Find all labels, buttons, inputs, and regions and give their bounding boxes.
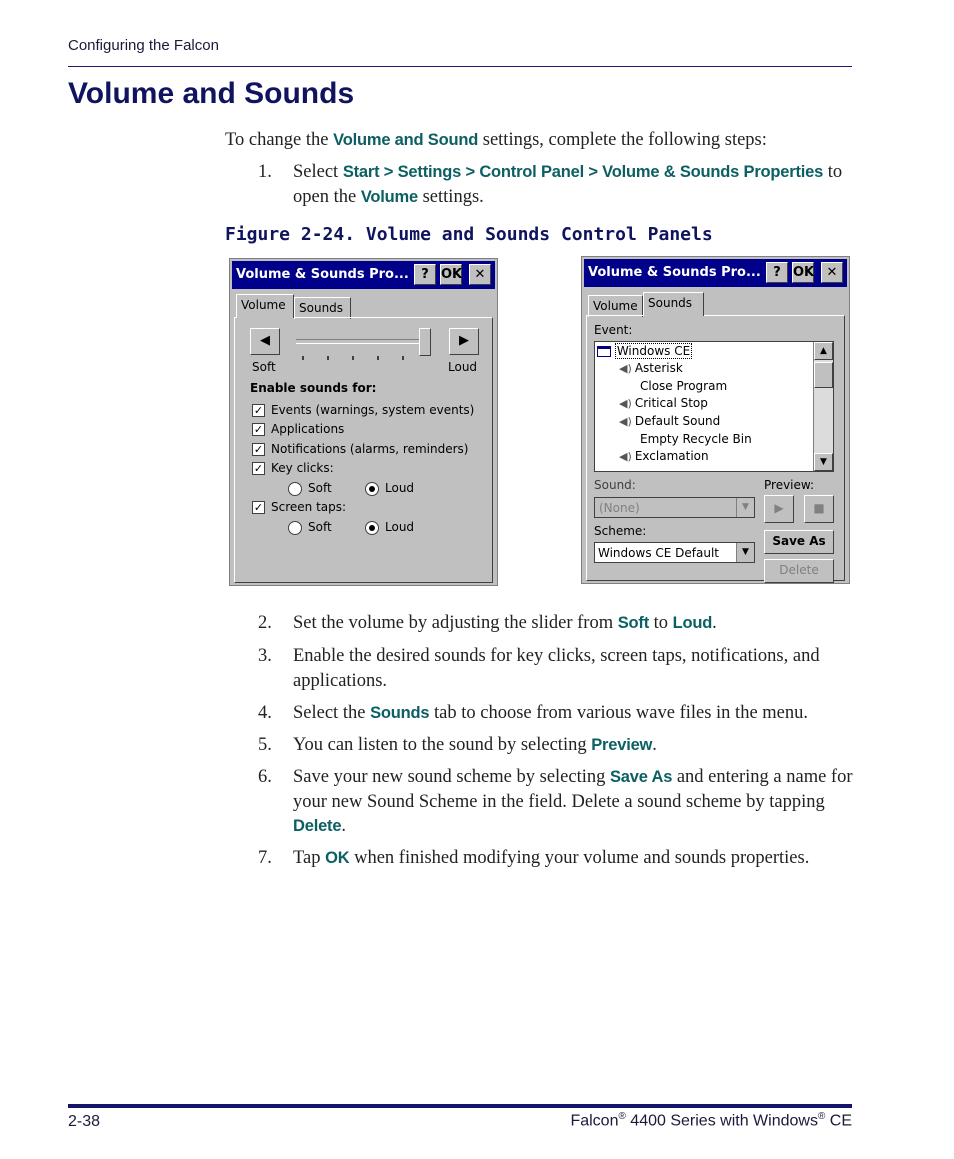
list-item-label: Windows CE	[616, 344, 691, 358]
scroll-down-icon[interactable]: ▼	[814, 453, 833, 471]
list-item-label: Critical Stop	[634, 396, 708, 410]
intro-keyword: Volume and Sound	[333, 131, 479, 149]
events-label: Events (warnings, system events)	[271, 403, 475, 417]
step-text-pre: Save your new sound scheme by selecting	[293, 767, 610, 787]
scheme-select-value: Windows CE Default	[598, 546, 720, 560]
key-clicks-soft-label: Soft	[308, 481, 332, 495]
volume-slider-thumb[interactable]	[419, 328, 431, 356]
close-button[interactable]: ✕	[821, 262, 843, 283]
footer-reg: ®	[817, 1111, 826, 1122]
save-as-button[interactable]: Save As	[764, 530, 834, 554]
step-text-pre: Set the volume by adjusting the slider from	[293, 613, 618, 633]
list-item-label: Asterisk	[634, 361, 683, 375]
step-keyword: OK	[325, 849, 350, 867]
key-clicks-checkbox[interactable]: ✓	[253, 462, 264, 475]
screen-taps-soft-radio[interactable]	[288, 521, 302, 535]
sound-select-value: (None)	[599, 501, 640, 515]
footer-rule	[68, 1104, 852, 1108]
step-number: 3.	[258, 646, 272, 666]
chevron-down-icon: ▼	[736, 498, 754, 517]
step-text-pre: Select the	[293, 703, 371, 723]
list-item[interactable]	[619, 396, 708, 410]
loud-label: Loud	[448, 360, 478, 374]
sound-select[interactable]	[594, 497, 755, 518]
sound-label: Sound:	[594, 478, 636, 492]
scheme-label: Scheme:	[594, 524, 647, 538]
ok-button[interactable]: OK	[792, 262, 814, 283]
step-text-mid: and entering a name for your new Sound Scheme in the field. Delete a sound scheme by tapping	[293, 767, 853, 812]
soft-label: Soft	[252, 360, 276, 374]
delete-button[interactable]: Delete	[764, 559, 834, 583]
list-item[interactable]	[619, 361, 683, 375]
step-number: 7.	[258, 848, 272, 868]
event-list-scrollbar[interactable]	[813, 342, 833, 471]
speaker-icon: ◀)	[619, 450, 632, 463]
step-number: 5.	[258, 735, 272, 755]
footer-reg: ®	[618, 1111, 626, 1122]
speaker-icon: ◀)	[619, 415, 632, 428]
step-text-post: settings.	[417, 186, 484, 207]
events-checkbox[interactable]: ✓	[253, 404, 264, 417]
list-item[interactable]	[597, 344, 692, 358]
footer-ce: CE	[825, 1112, 852, 1130]
preview-stop-button[interactable]: ■	[804, 495, 834, 523]
step-text-post: .	[712, 613, 717, 633]
screen-taps-loud-radio[interactable]	[365, 521, 379, 535]
dialog-titlebar	[584, 259, 847, 287]
volume-down-button[interactable]: ◀	[250, 328, 280, 355]
step-number: 4.	[258, 703, 272, 723]
step-number: 1.	[258, 162, 272, 182]
step-text	[293, 846, 858, 871]
tab-sounds[interactable]: Sounds	[643, 292, 704, 316]
slider-ticks	[302, 356, 412, 360]
event-list[interactable]	[594, 341, 834, 472]
list-item[interactable]: Close Program	[640, 379, 728, 393]
page-title: Volume and Sounds	[68, 77, 355, 110]
volume-up-button[interactable]: ▶	[449, 328, 479, 355]
chevron-down-icon: ▼	[736, 543, 754, 562]
ok-button[interactable]: OK	[440, 264, 462, 285]
preview-play-button[interactable]: ▶	[764, 495, 794, 523]
step-text	[293, 611, 858, 636]
step-keyword: Delete	[293, 817, 342, 835]
list-item-label: Default Sound	[634, 414, 721, 428]
screen-taps-checkbox[interactable]: ✓	[253, 501, 264, 514]
help-button[interactable]: ?	[414, 264, 436, 285]
intro-paragraph	[225, 128, 855, 153]
screen-taps-label: Screen taps:	[271, 500, 347, 514]
list-item[interactable]	[619, 449, 709, 463]
speaker-icon: ◀)	[619, 362, 632, 375]
applications-label: Applications	[271, 422, 345, 436]
step-text-pre: You can listen to the sound by selecting	[293, 735, 592, 755]
step-text-pre: Tap	[293, 848, 326, 868]
page-number: 2-38	[68, 1113, 101, 1130]
footer-product: Falcon	[570, 1112, 619, 1130]
step-text-pre: Select	[293, 162, 343, 182]
notifications-label: Notifications (alarms, reminders)	[271, 442, 469, 456]
intro-pre: To change the	[225, 130, 334, 150]
list-item[interactable]	[619, 414, 720, 428]
sounds-dialog	[581, 256, 850, 584]
step-keyword: Loud	[672, 614, 713, 632]
list-item[interactable]: Empty Recycle Bin	[640, 432, 752, 446]
step-keyword: Start > Settings > Control Panel > Volume & Sounds Properties	[342, 163, 824, 181]
tab-volume[interactable]: Volume	[588, 295, 643, 317]
applications-checkbox[interactable]: ✓	[253, 423, 264, 436]
volume-slider-track[interactable]	[296, 339, 428, 344]
step-text-post: when finished modifying your volume and sounds properties.	[349, 848, 810, 868]
step-keyword: Preview	[591, 736, 653, 754]
step-text-mid: to	[649, 613, 673, 633]
step-text: Enable the desired sounds for key clicks, screen taps, notifications, and applications.	[293, 646, 820, 691]
dialog-title: Volume & Sounds Pro...	[588, 265, 761, 280]
step-text	[293, 765, 858, 839]
screen-taps-soft-label: Soft	[308, 520, 332, 534]
screen-taps-loud-label: Loud	[385, 520, 415, 534]
key-clicks-label: Key clicks:	[271, 461, 334, 475]
step-keyword: Soft	[617, 614, 650, 632]
window-icon	[597, 346, 611, 357]
scroll-up-icon[interactable]: ▲	[814, 342, 833, 360]
close-button[interactable]: ✕	[469, 264, 491, 285]
help-button[interactable]: ?	[766, 262, 788, 283]
enable-sounds-label: Enable sounds for:	[250, 381, 377, 395]
figure-caption: Figure 2-24. Volume and Sounds Control Panels	[225, 224, 713, 245]
step-text-post: .	[341, 816, 346, 836]
notifications-checkbox[interactable]: ✓	[253, 443, 264, 456]
step-text-post: tab to choose from various wave files in the menu.	[429, 703, 809, 723]
scheme-select[interactable]	[594, 542, 755, 563]
volume-dialog	[229, 258, 498, 586]
step-text	[293, 733, 858, 758]
step-text-mid: to open the	[293, 162, 843, 207]
speaker-icon: ◀)	[619, 397, 632, 410]
tab-volume[interactable]: Volume	[236, 294, 294, 318]
dialog-title: Volume & Sounds Pro...	[236, 267, 409, 282]
footer-title	[570, 1111, 852, 1130]
list-item-label: Exclamation	[634, 449, 709, 463]
intro-post: settings, complete the following steps:	[478, 130, 767, 150]
scroll-thumb[interactable]	[814, 362, 833, 388]
key-clicks-soft-radio[interactable]	[288, 482, 302, 496]
dialog-titlebar	[232, 261, 495, 289]
event-label: Event:	[594, 323, 633, 337]
step-number: 6.	[258, 767, 272, 787]
step-keyword: Save As	[610, 768, 673, 786]
step-text	[293, 160, 858, 209]
running-header: Configuring the Falcon	[68, 37, 219, 54]
header-rule	[68, 66, 852, 67]
tab-sounds[interactable]: Sounds	[294, 297, 351, 319]
step-text-post: .	[652, 735, 657, 755]
step-keyword: Sounds	[370, 704, 430, 722]
step-number: 2.	[258, 613, 272, 633]
key-clicks-loud-label: Loud	[385, 481, 415, 495]
footer-series: 4400 Series with Windows	[625, 1112, 818, 1130]
preview-label: Preview:	[764, 478, 815, 492]
step-text	[293, 701, 858, 726]
step-keyword: Volume	[360, 187, 418, 206]
key-clicks-loud-radio[interactable]	[365, 482, 379, 496]
